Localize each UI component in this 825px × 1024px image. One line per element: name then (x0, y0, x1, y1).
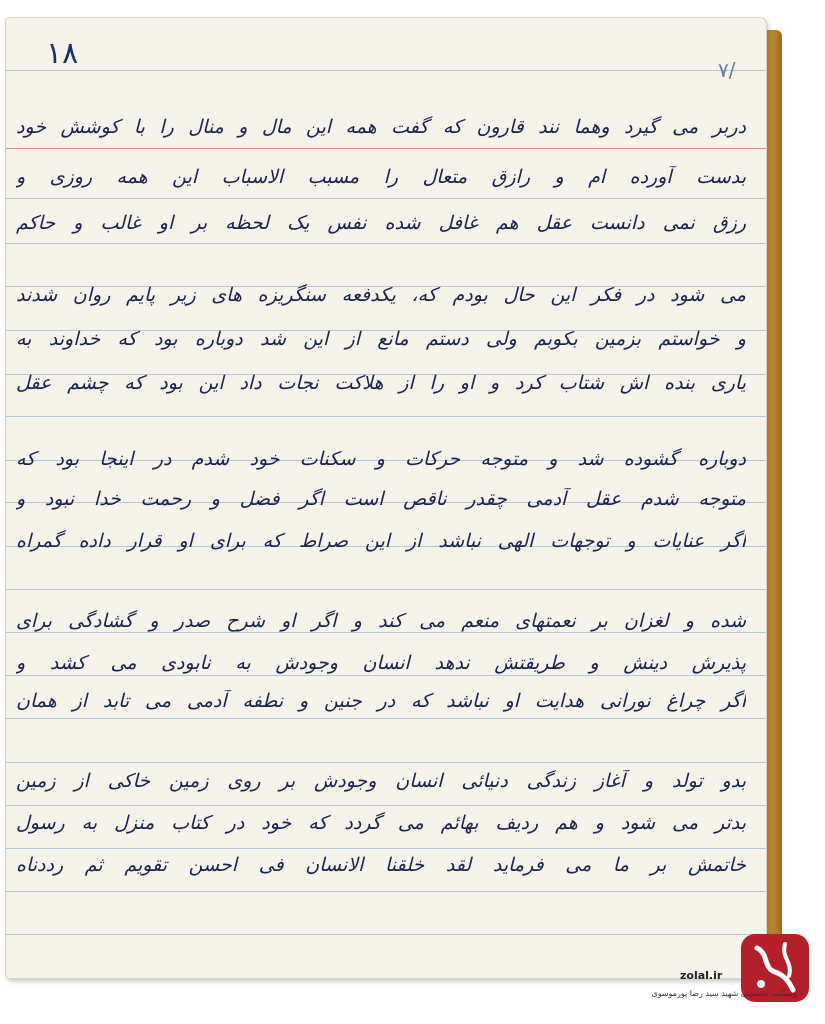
ruled-line (6, 891, 766, 892)
handwritten-line: و خواستم بزمین بکوبم ولی دستم مانع از این شد دوباره بود که خداوند به (16, 328, 746, 350)
handwritten-line: اگر چراغ نورانی هدایت او نباشد که در جنین و نطفه آدمی می تابد از همان (16, 690, 746, 712)
handwritten-line: بدو تولد و آغاز زندگی دنیائی انسان وجودش بر روی زمین خاکی از زمین (16, 770, 746, 792)
ruled-line (6, 632, 766, 633)
ruled-line (6, 675, 766, 676)
page-number: ۱۸ (46, 36, 79, 71)
ruled-line (6, 70, 766, 71)
handwritten-line: بدست آورده ام و رازق متعال را مسبب الاسباب این همه روزی و (16, 166, 746, 188)
ruled-line (6, 848, 766, 849)
handwritten-line: دوباره گشوده شد و متوجه حرکات و سکنات خود شدم در اینجا بود که (16, 448, 746, 470)
handwritten-line: اگر عنایات و توجهات الهی نباشد از این صراط که برای او قرار داده گمراه (16, 530, 746, 552)
handwritten-line: پذیرش دینش و طریقتش ندهد انسان وجودش به نابودی می کشد و (16, 652, 746, 674)
ruled-line (6, 718, 766, 719)
handwritten-line: می شود در فکر این حال بودم که، یکدفعه سنگریزه های زیر پایم روان شدند (16, 284, 746, 306)
handwritten-line: بدتر می شود و هم ردیف بهائم می گردد که خود در کتاب منزل به رسول (16, 812, 746, 834)
ruled-line (6, 805, 766, 806)
site-name: zolal.ir (680, 969, 723, 982)
site-caption: وبسایت تخصصی شهید سید رضا پورموسوی (651, 989, 797, 998)
notebook-page (6, 18, 766, 978)
corner-mark: ۷/ (718, 58, 736, 82)
ruled-line (6, 243, 766, 244)
handwritten-line: متوجه شدم عقل آدمی چقدر ناقص است اگر فضل و رحمت خدا نبود و (16, 488, 746, 510)
handwritten-line: خاتمش بر ما می فرماید لقد خلقنا الانسان فی احسن تقویم ثم رددناه (16, 854, 746, 876)
ruled-line (6, 416, 766, 417)
handwritten-line: رزق نمی دانست عقل هم غافل شده نفس یک لحظه بر او غالب و حاکم (16, 212, 746, 234)
ruled-line (6, 198, 766, 199)
handwritten-line: شده و لغزان بر نعمتهای منعم می کند و اگر او شرح صدر و گشادگی برای (16, 610, 746, 632)
ruled-line (6, 762, 766, 763)
ruled-line (6, 934, 766, 935)
handwritten-line: دربر می گیرد وهما نند قارون که گفت همه این مال و منال را با کوشش خود (16, 116, 746, 138)
handwritten-line: یاری بنده اش شتاب کرد و او را از هلاکت نجات داد این بود که چشم عقل (16, 372, 746, 394)
margin-red-line (6, 148, 766, 149)
ruled-line (6, 589, 766, 590)
